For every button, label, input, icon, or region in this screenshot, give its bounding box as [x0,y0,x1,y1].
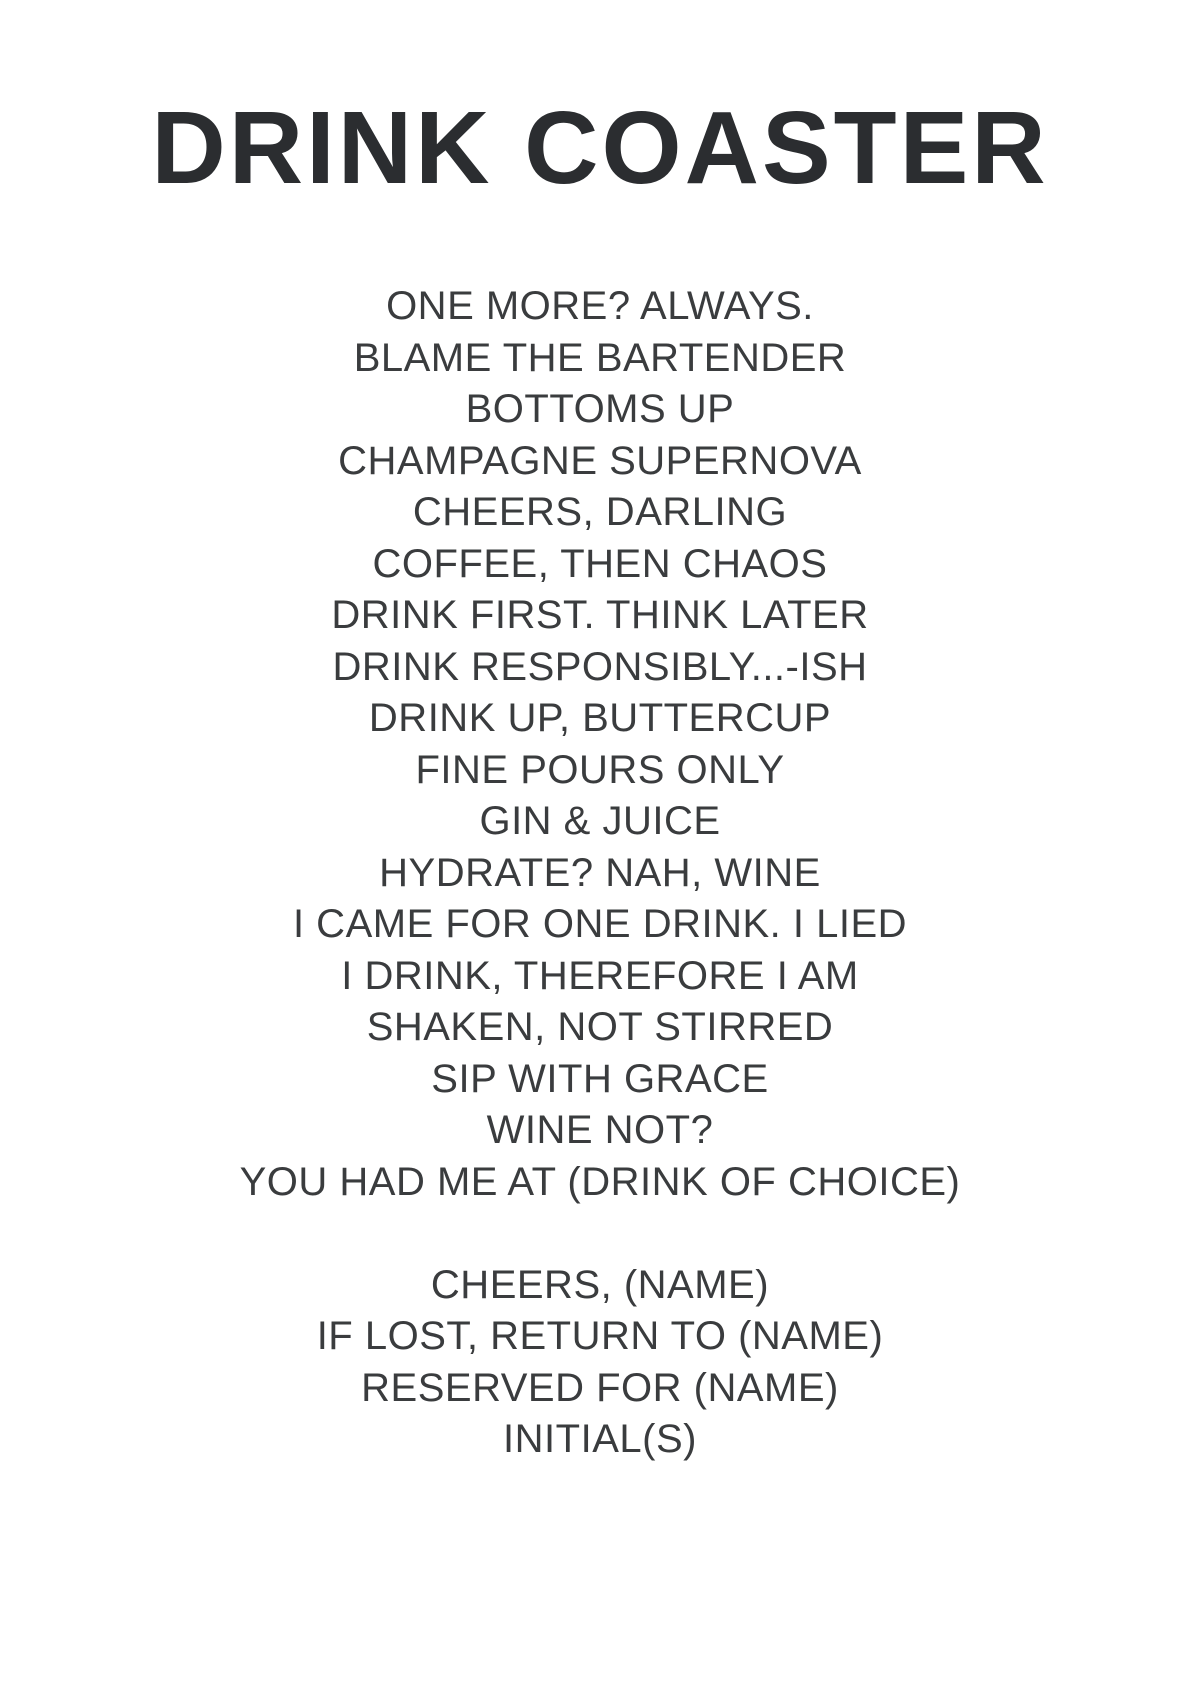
main-phrase-list [0,281,1200,1208]
phrase-line: I DRINK, THEREFORE I AM [341,953,859,998]
phrase-line: CHAMPAGNE SUPERNOVA [338,438,862,483]
page-title: DRINK COASTER [151,90,1049,205]
phrase-line: IF LOST, RETURN TO (NAME) [316,1314,884,1358]
phrase-line: SIP WITH GRACE [431,1056,769,1101]
phrase-line: RESERVED FOR (NAME) [361,1365,839,1410]
phrase-line: COFFEE, THEN CHAOS [372,541,828,586]
phrase-line: YOU HAD ME AT (DRINK OF CHOICE) [239,1159,961,1204]
phrase-line: INITIAL(S) [503,1417,697,1461]
phrase-options [0,281,1200,1466]
group-spacer [0,1208,1200,1260]
phrase-line: BLAME THE BARTENDER [353,335,847,380]
phrase-line: WINE NOT? [486,1108,714,1152]
phrase-line: ONE MORE? ALWAYS. [386,284,814,328]
phrase-line: HYDRATE? NAH, WINE [379,850,821,895]
phrase-line: FINE POURS ONLY [415,747,785,792]
phrase-line: DRINK RESPONSIBLY...-ISH [332,644,868,689]
phrase-line: CHEERS, (NAME) [430,1262,770,1307]
phrase-line: GIN & JUICE [479,799,721,843]
phrase-line: CHEERS, DARLING [412,490,788,534]
personalization-phrase-list [0,1260,1200,1466]
phrase-line: I CAME FOR ONE DRINK. I LIED [292,902,908,946]
phrase-line: SHAKEN, NOT STIRRED [366,1005,834,1049]
phrase-line: DRINK UP, BUTTERCUP [368,696,832,740]
phrase-line: BOTTOMS UP [465,387,735,431]
phrase-line: DRINK FIRST. THINK LATER [331,593,869,637]
